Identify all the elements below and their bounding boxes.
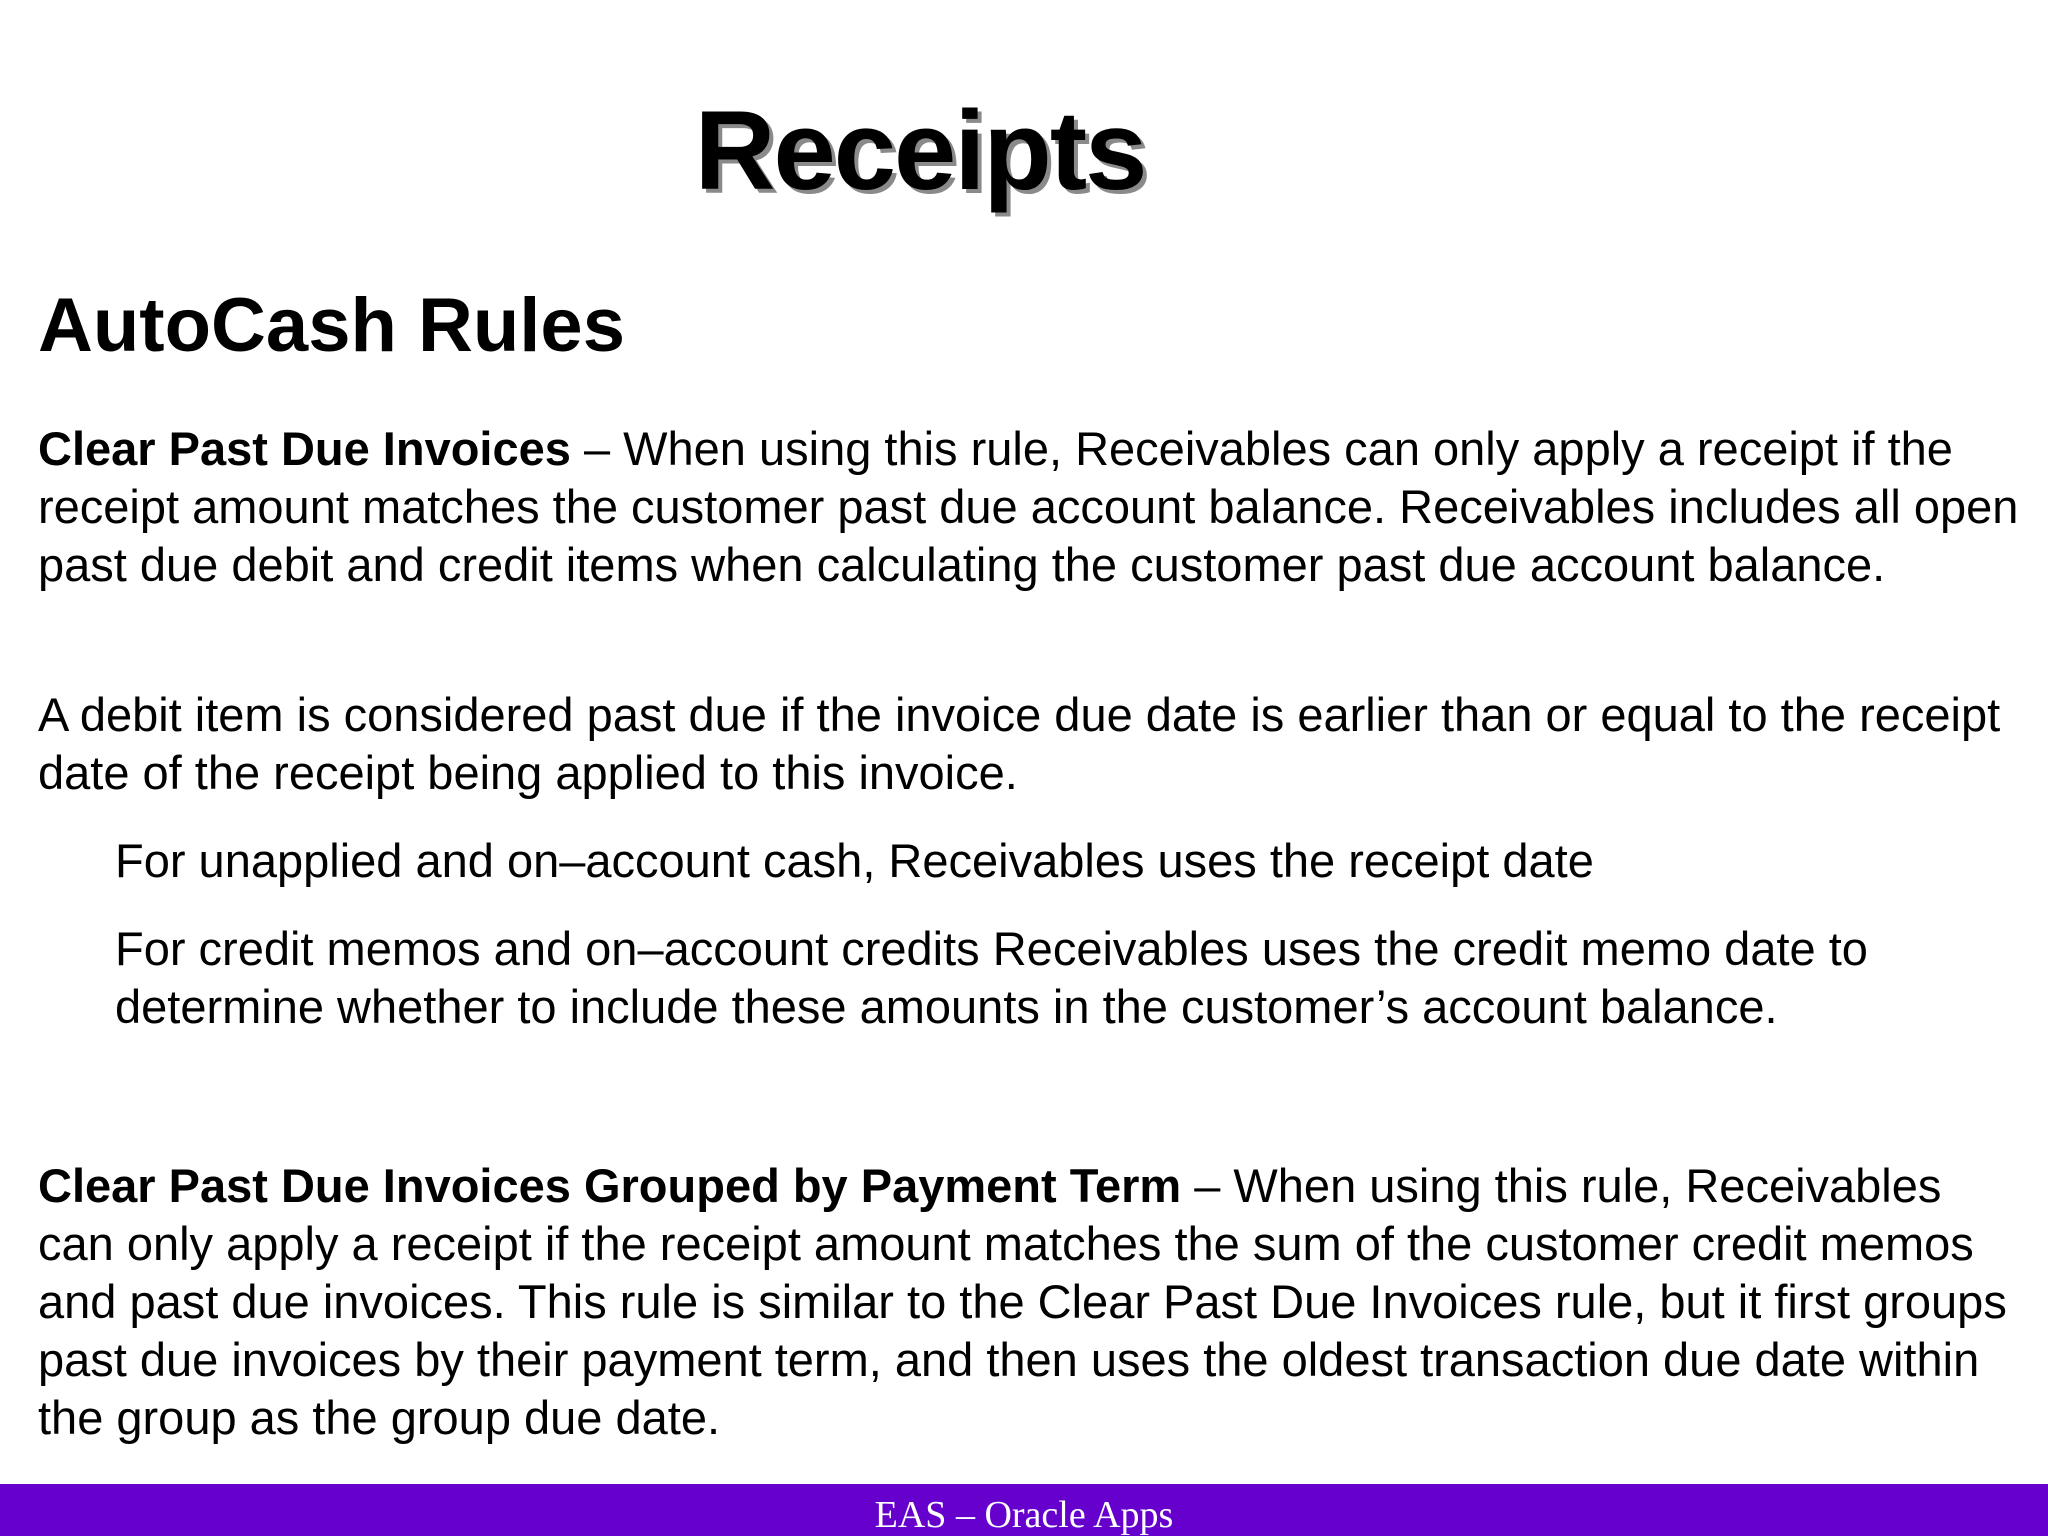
rule-description-clear-past-due: – When using this rule, Receivables can only apply a receipt if the receipt amount matches the customer past due account balance. Receivables includes all open past due debit and credit items when calculating the customer past due account balance. bbox=[38, 422, 2019, 591]
rule-description-grouped-by-payment-term: – When using this rule, Receivables can only apply a receipt if the receipt amount matches the sum of the customer credit memos and past due invoices. This rule is similar to the Clear Past Due Invoices rule, but it first groups past due invoices by their payment term, and then uses the oldest transaction due date within the group as the group due date. bbox=[38, 1159, 2007, 1444]
paragraph-debit-item: A debit item is considered past due if the invoice due date is earlier than or equal to the receipt date of the receipt being applied to this invoice. bbox=[38, 688, 2001, 799]
footer-text: EAS – Oracle Apps bbox=[874, 1494, 1174, 1536]
paragraph-clear-past-due bbox=[38, 420, 2028, 594]
slide-title: Receipts bbox=[694, 88, 1146, 213]
rule-name-grouped-by-payment-term: Clear Past Due Invoices Grouped by Payment Term bbox=[38, 1159, 1182, 1212]
paragraph-grouped-by-payment-term bbox=[38, 1157, 2028, 1447]
section-heading: AutoCash Rules bbox=[38, 283, 625, 368]
indented-item-unapplied-cash: For unapplied and on–account cash, Receivables uses the receipt date bbox=[115, 834, 1594, 887]
rule-name-clear-past-due: Clear Past Due Invoices bbox=[38, 422, 571, 475]
indented-item-credit-memos: For credit memos and on–account credits Receivables uses the credit memo date to determine whether to include these amounts in the customer’s account balance. bbox=[115, 922, 1868, 1033]
